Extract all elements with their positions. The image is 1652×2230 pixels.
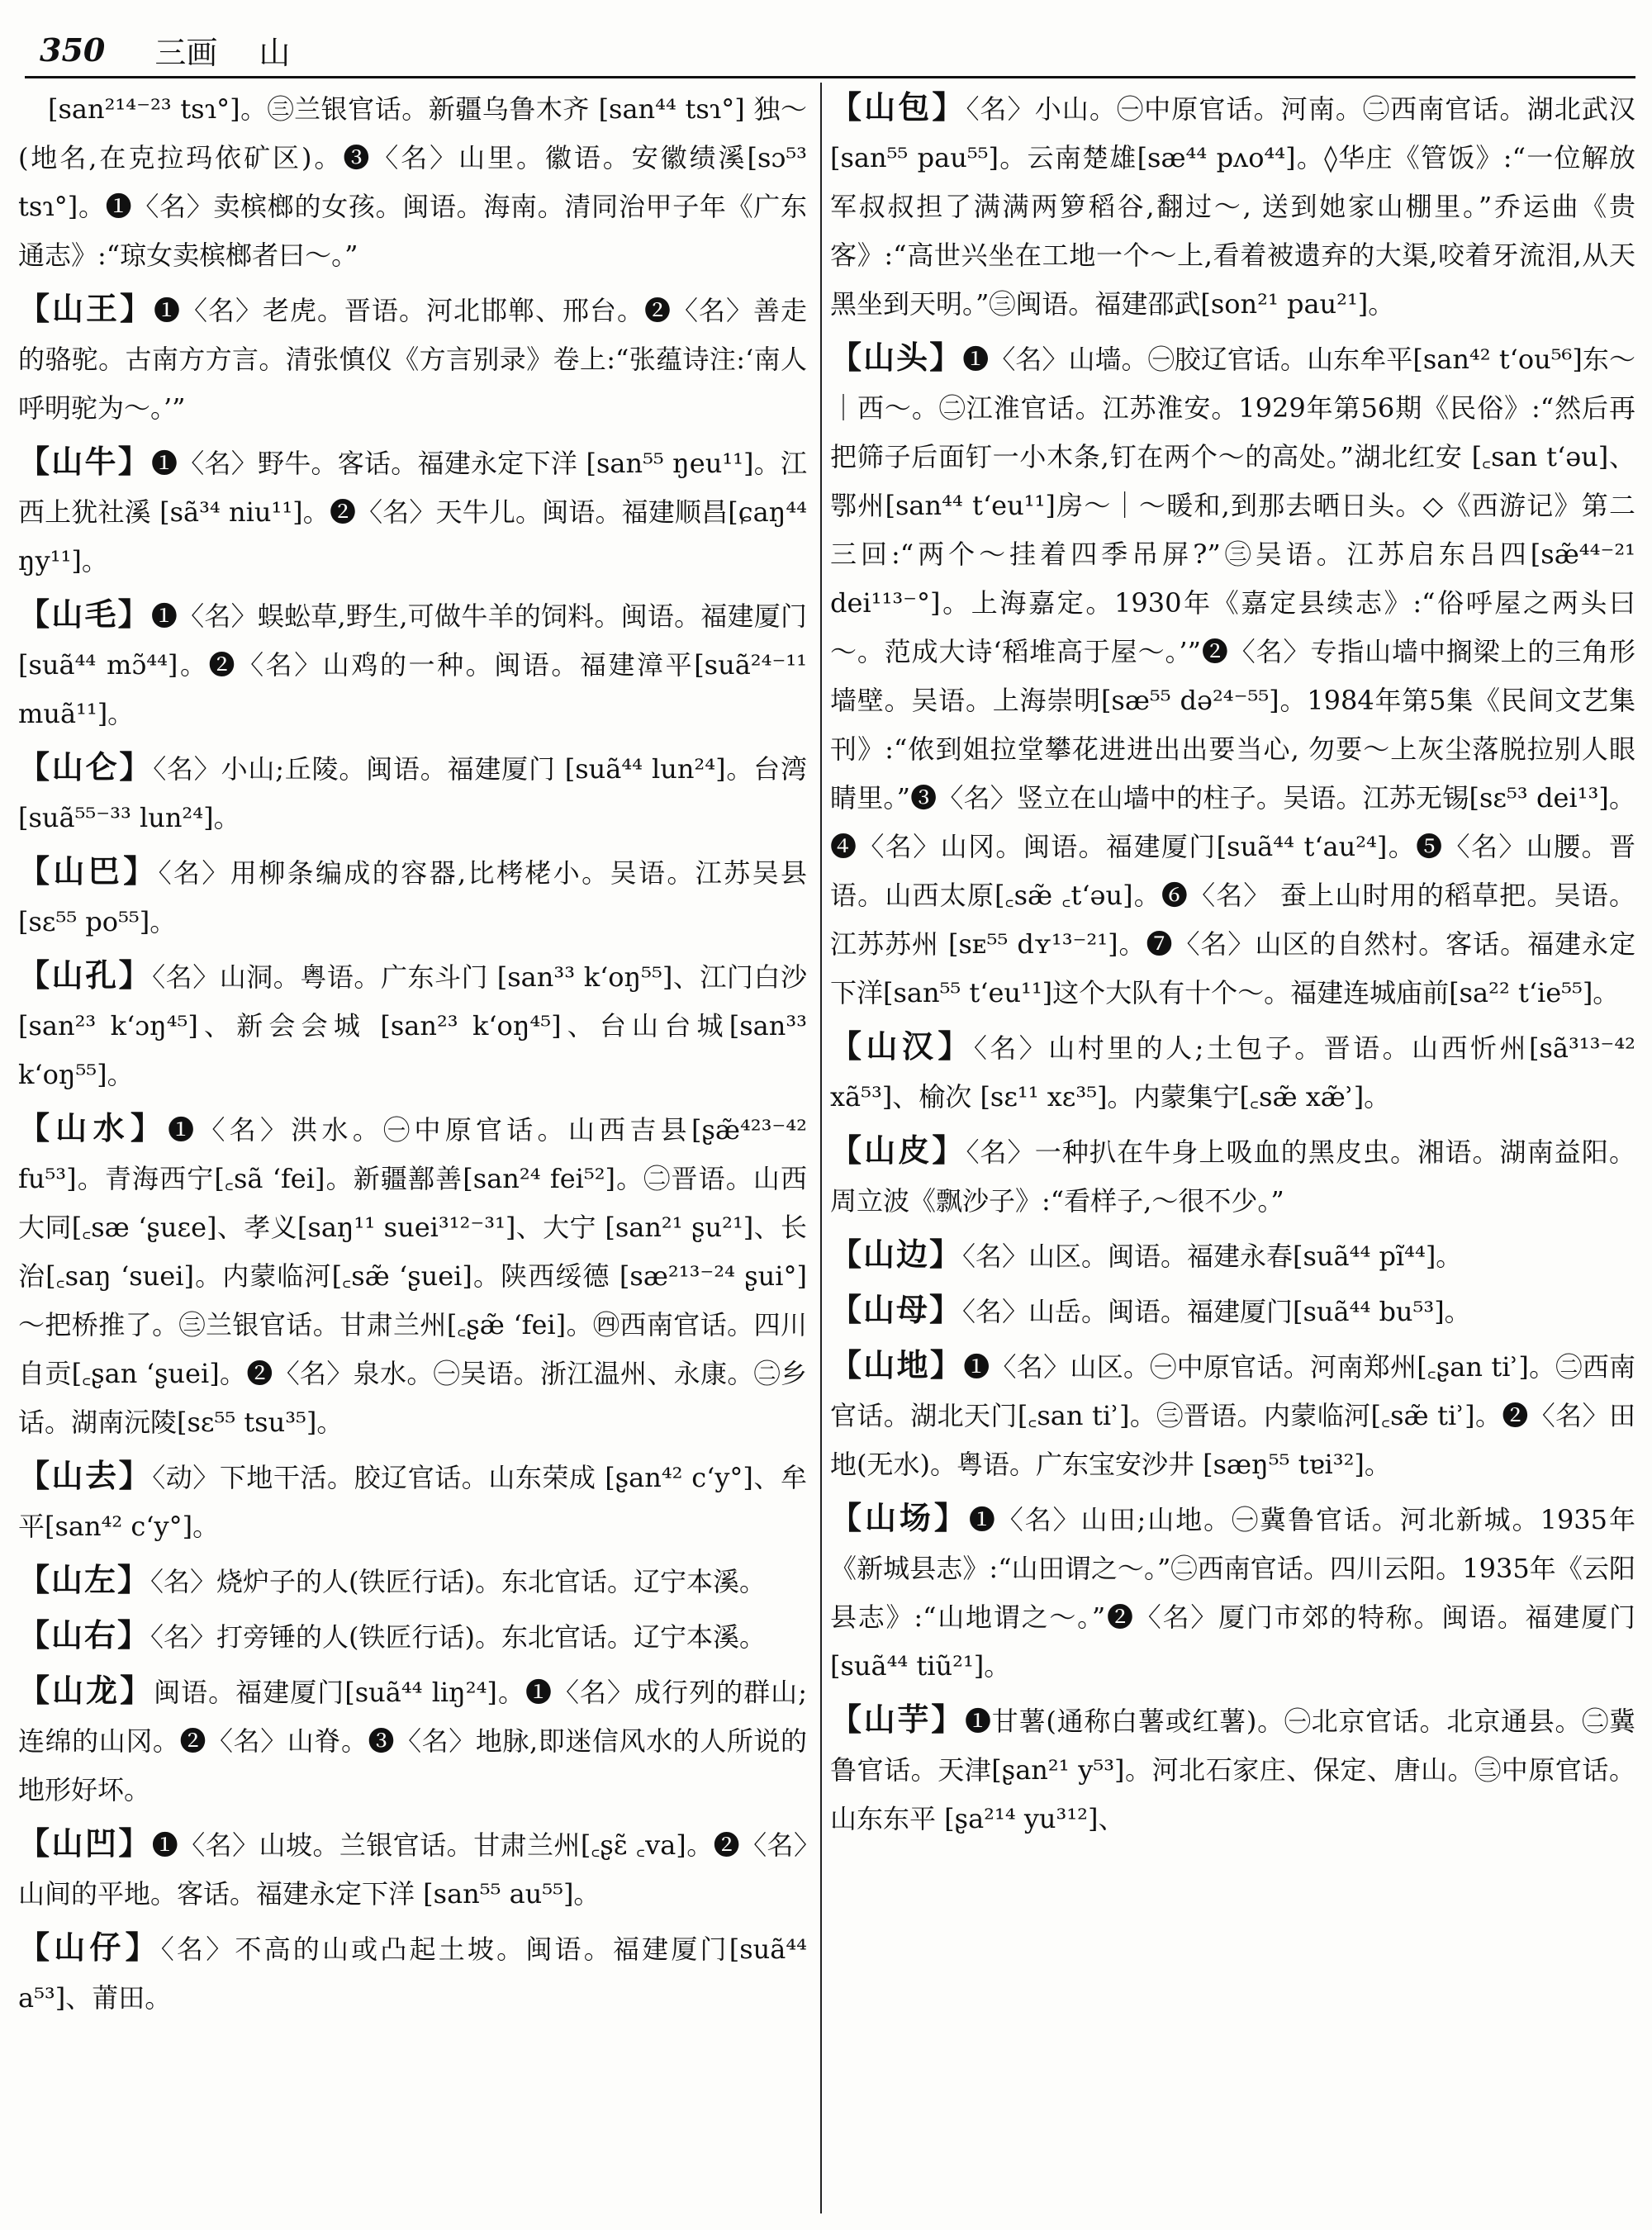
entry-headword: 【山芋】 [830, 1701, 966, 1738]
dictionary-entry [18, 590, 807, 738]
dictionary-entry [18, 83, 807, 280]
entry-text: 〈名〉山洞。粤语。广东斗门 [san³³ k‘oŋ⁵⁵]、江门白沙[san²³ k‘ɔŋ⁴⁵]、新会会城 [san²³ k‘oŋ⁴⁵]、台山台城[san³³ k‘oŋ⁵⁵]。 [18, 961, 807, 1090]
dictionary-entry [18, 1555, 807, 1606]
entry-text: 〈名〉打旁锤的人(铁匠行话)。东北官话。辽宁本溪。 [150, 1621, 766, 1653]
entry-headword: 【山皮】 [830, 1132, 966, 1169]
entry-headword: 【山地】 [830, 1346, 964, 1383]
entry-text: ❶〈名〉老虎。晋语。河北邯郸、邢台。❷〈名〉善走的骆驼。古南方方言。清张慎仪《方言别录》卷上:“张蕴诗注:‘南人呼明驼为～。’” [18, 295, 807, 424]
entry-headword: 【山水】 [18, 1109, 169, 1146]
entry-text: ❶〈名〉山区。㊀中原官话。河南郑州[꜀ʂan tiʾ]。㊁西南官话。湖北天门[꜀san tiʾ]。㊂晋语。内蒙临河[꜀sæ̃ tiʾ]。❷〈名〉田地(无水)。粤语。广东宝安沙井 [sæŋ⁵⁵ tɐi³²]。 [830, 1351, 1635, 1480]
entry-headword: 【山母】 [830, 1291, 963, 1328]
entry-text: ❶甘薯(通称白薯或红薯)。㊀北京官话。北京通县。㊁冀鲁官话。天津[ʂan²¹ y⁵³]。河北石家庄、保定、唐山。㊂中原官话。山东东平 [ʂa²¹⁴ yu³¹²]、 [830, 1706, 1635, 1834]
entry-headword: 【山去】 [18, 1457, 153, 1494]
entry-text: 〈名〉烧炉子的人(铁匠行话)。东北官话。辽宁本溪。 [150, 1566, 766, 1597]
entry-text: ❶〈名〉野牛。客话。福建永定下洋 [san⁵⁵ ŋeu¹¹]。江西上犹社溪 [sã³⁴ niu¹¹]。❷〈名〉天牛儿。闽语。福建顺昌[ɕaŋ⁴⁴ ŋy¹¹]。 [18, 448, 807, 576]
dictionary-entry [830, 1285, 1635, 1336]
header-rule [25, 76, 1635, 78]
dictionary-entry [830, 1493, 1635, 1691]
dictionary-entry [18, 1611, 807, 1662]
dictionary-entry [830, 1230, 1635, 1281]
entry-headword: 【山汉】 [830, 1027, 974, 1065]
entry-headword: 【山龙】 [18, 1672, 154, 1709]
entry-headword: 【山左】 [18, 1561, 151, 1598]
entry-text: 〈名〉用柳条编成的容器,比栲栳小。吴语。江苏吴县[sɛ⁵⁵ po⁵⁵]。 [18, 857, 807, 937]
entry-text: 〈名〉山区。闽语。福建永春[suã⁴⁴ pĩ⁴⁴]。 [962, 1241, 1463, 1272]
right-column [830, 83, 1635, 2222]
dictionary-entry [830, 1022, 1635, 1122]
entry-text: 〈名〉小山;丘陵。闽语。福建厦门 [suã⁴⁴ lun²⁴]。台湾[suã⁵⁵⁻³³ lun²⁴]。 [18, 753, 807, 833]
entry-text: ❶〈名〉山墙。㊀胶辽官话。山东牟平[san⁴² t‘ou⁵⁶]东～｜西～。㊁江淮官话。江苏淮安。1929年第56期《民俗》:“然后再把筛子后面钉一小木条,钉在两个～的高处。”湖北红安 [꜀san t‘əu]、鄂州[san⁴⁴ t‘eu¹¹]房～｜～暖和,到那去晒日头。◇《西游记》第二三回:“两个～挂着四季吊屏?”㊂吴语。江苏启东吕四[sæ̃⁴⁴⁻²¹ dei¹¹³⁻°]。上海嘉定。1930年《嘉定县续志》:“俗呼屋之两头曰～。范成大诗‘稻堆高于屋～。’”❷〈名〉专指山墙中搁梁上的三角形墙壁。吴语。上海崇明[sæ⁵⁵ də²⁴⁻⁵⁵]。1984年第5集《民间文艺集刊》:“侬到姐拉堂攀花进进出出要当心, 勿要～上灰尘落脱拉别人眼睛里。”❸〈名〉竖立在山墙中的柱子。吴语。江苏无锡[sɛ⁵³ dei¹³]。❹〈名〉山冈。闽语。福建厦门[suã⁴⁴ t‘au²⁴]。❺〈名〉山腰。晋语。山西太原[꜀sæ̃ ꜀t‘əu]。❻〈名〉 蚕上山时用的稻草把。吴语。江苏苏州 [sᴇ⁵⁵ dʏ¹³⁻²¹]。❼〈名〉山区的自然村。客话。福建永定下洋[san⁵⁵ t‘eu¹¹]这个大队有十个～。福建连城庙前[sa²² t‘ie⁵⁵]。 [830, 344, 1635, 1008]
entry-text: 〈名〉不高的山或凸起土坡。闽语。福建厦门[suã⁴⁴ a⁵³]、莆田。 [18, 1933, 807, 2014]
dictionary-entry [830, 333, 1635, 1018]
dictionary-entry [18, 847, 807, 947]
dictionary-entry [18, 284, 807, 433]
entry-headword: 【山王】 [18, 290, 154, 327]
entry-headword: 【山孔】 [18, 956, 153, 994]
entry-headword: 【山毛】 [18, 595, 151, 633]
dictionary-entry [18, 1451, 807, 1551]
entry-text: 〈名〉山村里的人;土包子。晋语。山西忻州[sã³¹³⁻⁴² xã⁵³]、榆次 [sɛ¹¹ xɛ³⁵]。内蒙集宁[꜀sæ̃ xæ̃ʾ]。 [830, 1032, 1635, 1113]
entry-headword: 【山场】 [830, 1499, 969, 1536]
dictionary-entry [18, 1819, 807, 1919]
dictionary-entry [18, 437, 807, 586]
entry-headword: 【山右】 [18, 1616, 151, 1654]
radical-label: 山 [259, 34, 291, 71]
entry-headword: 【山仑】 [18, 748, 154, 785]
entry-text: 闽语。福建厦门[suã⁴⁴ liŋ²⁴]。❶〈名〉成行列的群山;连绵的山冈。❷〈名〉山脊。❸〈名〉地脉,即迷信风水的人所说的地形好坏。 [18, 1677, 807, 1805]
entry-text: 〈名〉一种扒在牛身上吸血的黑皮虫。湘语。湖南益阳。周立波《飘沙子》:“看样子,～很不少。” [830, 1136, 1635, 1217]
entry-text: [san²¹⁴⁻²³ tsɿ°]。㊂兰银官话。新疆乌鲁木齐 [san⁴⁴ tsɿ°] 独～(地名,在克拉玛依矿区)。❸〈名〉山里。徽语。安徽绩溪[sɔ⁵³ tsɿ°]。❶〈名〉卖槟榔的女孩。闽语。海南。清同治甲子年《广东通志》:“琼女卖槟榔者曰～。” [18, 93, 807, 271]
entry-headword: 【山凹】 [18, 1824, 152, 1862]
dictionary-entry [18, 1923, 807, 2023]
dictionary-entry [830, 1340, 1635, 1489]
column-divider [820, 83, 822, 2213]
entry-text: 〈动〉下地干活。胶辽官话。山东荣成 [ʂan⁴² c‘y°]、牟平[san⁴² c‘y°]。 [18, 1462, 807, 1542]
dictionary-entry [18, 743, 807, 842]
dictionary-entry [18, 1666, 807, 1815]
dictionary-entry [830, 1126, 1635, 1226]
entry-headword: 【山包】 [830, 88, 966, 126]
entry-text: ❶〈名〉山田;山地。㊀冀鲁官话。河北新城。1935年《新城县志》:“山田谓之～。”㊁西南官话。四川云阳。1935年《云阳县志》:“山地谓之～。”❷〈名〉厦门市郊的特称。闽语。福建厦门 [suã⁴⁴ tiũ²¹]。 [830, 1504, 1635, 1682]
left-column [18, 83, 807, 2222]
section-label: 三画 [154, 34, 218, 71]
dictionary-entry [18, 1103, 807, 1447]
dictionary-entry [830, 83, 1635, 329]
entry-headword: 【山巴】 [18, 852, 159, 890]
entry-text: ❶〈名〉洪水。㊀中原官话。山西吉县[ʂæ̃⁴²³⁻⁴² fu⁵³]。青海西宁[꜀sã ‘fei]。新疆鄯善[san²⁴ fei⁵²]。㊁晋语。山西大同[꜀sæ ‘ʂuɛe]、孝义[saŋ¹¹ suei³¹²⁻³¹]、大宁 [san²¹ ʂu²¹]、长治[꜀saŋ ‘suei]。内蒙临河[꜀sæ̃ ‘ʂuei]。陕西绥德 [sæ²¹³⁻²⁴ ʂui°] ～把桥推了。㊂兰银官话。甘肃兰州[꜀ʂæ̃ ‘fei]。㊃西南官话。四川自贡[꜀ʂan ‘ʂuei]。❷〈名〉泉水。㊀吴语。浙江温州、永康。㊁乡话。湖南沅陵[sɛ⁵⁵ tsu³⁵]。 [18, 1114, 807, 1438]
dictionary-entry [18, 951, 807, 1099]
page-number: 350 [40, 31, 106, 69]
entry-text: ❶〈名〉蜈蚣草,野生,可做牛羊的饲料。闽语。福建厦门 [suã⁴⁴ mɔ̃⁴⁴]。❷〈名〉山鸡的一种。闽语。福建漳平[suã²⁴⁻¹¹ muã¹¹]。 [18, 600, 807, 729]
entry-headword: 【山头】 [830, 339, 963, 376]
page-header [40, 25, 290, 74]
entry-text: 〈名〉山岳。闽语。福建厦门[suã⁴⁴ bu⁵³]。 [962, 1296, 1471, 1327]
entry-text: 〈名〉小山。㊀中原官话。河南。㊁西南官话。湖北武汉 [san⁵⁵ pau⁵⁵]。云南楚雄[sæ⁴⁴ pʌo⁴⁴]。◊华庄《管饭》:“一位解放军叔叔担了满满两箩稻谷,翻过～, 送到她家山棚里。”乔运曲《贵客》:“高世兴坐在工地一个～上,看着被遗弃的大渠,咬着牙流泪,从天黑坐到天明。”㊂闽语。福建邵武[son²¹ pau²¹]。 [830, 93, 1635, 320]
entry-headword: 【山边】 [830, 1236, 963, 1273]
entry-headword: 【山仔】 [18, 1929, 161, 1966]
entry-headword: 【山牛】 [18, 443, 152, 480]
entry-text: ❶〈名〉山坡。兰银官话。甘肃兰州[꜀ʂɛ̃ ꜀va]。❷〈名〉山间的平地。客话。福建永定下洋 [san⁵⁵ au⁵⁵]。 [18, 1829, 807, 1910]
dictionary-entry [830, 1695, 1635, 1843]
